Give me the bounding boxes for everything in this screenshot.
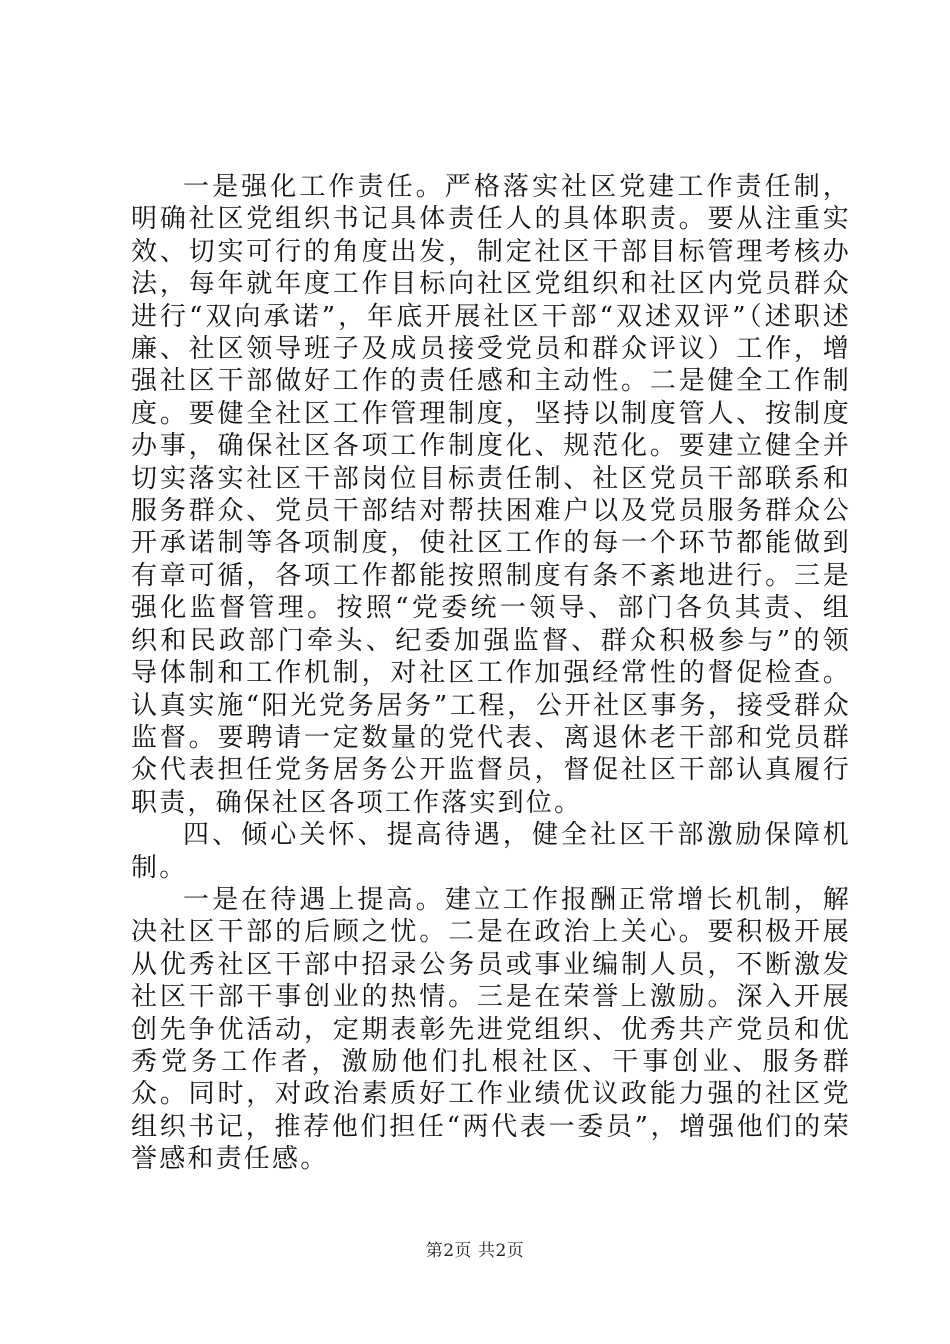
document-body (131, 171, 851, 1176)
section-heading-incentive-mechanism: 四、倾心关怀、提高待遇，健全社区干部激励保障机制。 (131, 820, 851, 883)
paragraph-work-responsibility: 一是强化工作责任。严格落实社区党建工作责任制，明确社区党组织书记具体责任人的具体职责。要从注重实效、切实可行的角度出发，制定社区干部目标管理考核办法，每年就年度工作目标向社区党组织和社区内党员群众进行“双向承诺”，年底开展社区干部“双述双评”（述职述廉、社区领导班子及成员接受党员和群众评议）工作，增强社区干部做好工作的责任感和主动性。二是健全工作制度。要健全社区工作管理制度，坚持以制度管人、按制度办事，确保社区各项工作制度化、规范化。要建立健全并切实落实社区干部岗位目标责任制、社区党员干部联系和服务群众、党员干部结对帮扶困难户以及党员服务群众公开承诺制等各项制度，使社区工作的每一个环节都能做到有章可循，各项工作都能按照制度有条不紊地进行。三是强化监督管理。按照“党委统一领导、部门各负其责、组织和民政部门牵头、纪委加强监督、群众积极参与”的领导体制和工作机制，对社区工作加强经常性的督促检查。认真实施“阳光党务居务”工程，公开社区事务，接受群众监督。要聘请一定数量的党代表、离退休老干部和党员群众代表担任党务居务公开监督员，督促社区干部认真履行职责，确保社区各项工作落实到位。 (131, 172, 851, 818)
page-number-footer: 第2页 共2页 (425, 1241, 525, 1261)
paragraph-treatment-incentives: 一是在待遇上提高。建立工作报酬正常增长机制，解决社区干部的后顾之忧。二是在政治上关心。要积极开展从优秀社区干部中招录公务员或事业编制人员，不断激发社区干部干事创业的热情。三是在荣誉上激励。深入开展创先争优活动，定期表彰先进党组织、优秀共产党员和优秀党务工作者，激励他们扎根社区、干事创业、服务群众。同时，对政治素质好工作业绩优议政能力强的社区党组织书记，推荐他们担任“两代表一委员”，增强他们的荣誉感和责任感。 (131, 884, 851, 1175)
